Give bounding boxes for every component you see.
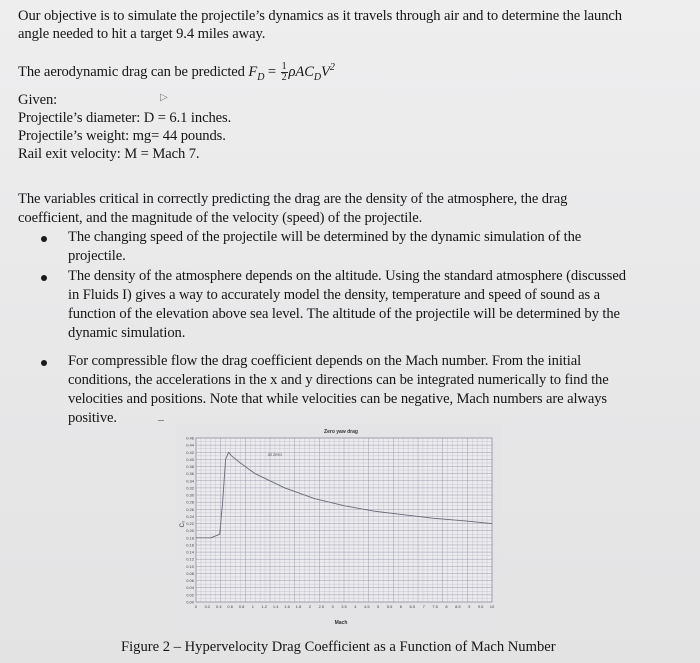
bullet-3-line-2: conditions, the accelerations in the x and y directions can be integrated numerically to find the [68,372,609,388]
eq-v: V [320,63,330,80]
y-tick-label: 0.08 [186,570,194,576]
x-tick-label: 9.5 [477,604,484,609]
x-tick-label: 10 [489,604,495,609]
bullet-2-line-2: in Fluids I) gives a way to accurately model the density, temperature and speed of sound as a [68,287,600,303]
bullet-2-line-1: The density of the atmosphere depends on the altitude. Using the standard atmosphere (discussed [68,268,626,284]
figure-caption: Figure 2 – Hypervelocity Drag Coefficient as a Function of Mach Number [121,639,556,655]
bullet-dot [41,236,47,242]
x-tick-label: 9 [468,604,471,609]
chart-ylabel: C₀ [180,520,186,528]
y-tick-label: 0.06 [186,578,194,584]
y-tick-label: 0.36 [186,471,194,477]
y-tick-label: 0.40 [186,456,194,462]
y-tick-label: 0.42 [186,449,194,455]
y-tick-label: 0.02 [186,592,194,598]
variables-line-1: The variables critical in correctly predicting the drag are the density of the atmosphere, the drag [18,191,568,207]
intro-line-2: angle needed to hit a target 9.4 miles away. [18,26,266,42]
x-tick-label: 4.5 [363,604,370,609]
y-tick-label: 0.44 [186,442,194,448]
drag-equation-line [18,62,335,83]
x-tick-label: 4 [354,604,357,609]
chart-xlabel: Mach [334,620,348,626]
x-tick-label: 1.8 [295,604,302,609]
y-tick-label: 0.16 [186,542,194,548]
chart-title: Zero yaw drag [324,429,358,435]
x-tick-label: 7 [422,604,425,609]
x-tick-label: 1.4 [272,604,279,609]
x-tick-label: 0.6 [227,604,233,609]
eq-lhs-sub: D [257,71,265,83]
y-tick-label: 0.14 [186,549,194,555]
drag-prefix: The aerodynamic drag can be predicted [18,63,249,80]
y-tick-label: 0.34 [186,478,194,484]
y-tick-label: 0.18 [186,535,194,541]
stray-mark [158,420,164,421]
intro-line-1: Our objective is to simulate the projectile’s dynamics as it travels through air and to determine the launch [18,8,622,24]
mouse-cursor-icon: ▷ [160,92,168,103]
x-tick-label: 3 [331,604,334,609]
eq-rho-a-c: ρAC [288,63,314,80]
bullet-2-line-4: dynamic simulation. [68,325,186,341]
x-tick-label: 6.5 [409,604,416,609]
eq-frac-den: 2 [281,72,287,84]
bullet-dot [41,275,47,281]
y-tick-label: 0.24 [186,513,194,519]
x-tick-label: 3.5 [341,604,347,609]
y-tick-label: 0.26 [186,506,194,512]
y-tick-label: 0.10 [186,563,194,569]
x-tick-label: 0.2 [204,604,211,609]
bullet-3-line-1: For compressible flow the drag coefficient depends on the Mach number. From the initial [68,353,582,369]
y-tick-label: 0.04 [186,585,194,591]
given-diameter: Projectile’s diameter: D = 6.1 inches. [18,110,232,126]
bullet-2-line-3: function of the elevation above sea level. The altitude of the projectile will be determined by the [68,306,620,322]
y-tick-label: 0.12 [186,556,194,562]
x-tick-label: 1 [251,604,255,609]
x-tick-label: 7.5 [432,604,438,609]
y-tick-label: 0.46 [186,435,194,441]
x-tick-label: 2.5 [318,604,325,609]
given-velocity: Rail exit velocity: M = Mach 7. [18,146,200,162]
x-tick-label: 0.4 [215,604,222,609]
bullet-dot [41,360,47,366]
eq-sup: 2 [329,62,335,73]
y-tick-label: 0.30 [186,492,194,498]
variables-line-2: coefficient, and the magnitude of the velocity (speed) of the projectile. [18,210,423,226]
y-tick-label: 0.00 [186,599,194,605]
eq-rhs-sub: D [313,71,321,83]
x-tick-label: 0 [194,604,198,609]
drag-coefficient-chart [176,424,502,634]
bullet-1-line-1: The changing speed of the projectile will be determined by the dynamic simulation of the [68,229,582,245]
eq-frac-num: 1 [281,61,287,73]
y-tick-label: 0.20 [186,528,194,534]
x-tick-label: 5.5 [386,604,393,609]
x-tick-label: 1.2 [261,604,268,609]
y-tick-label: 0.32 [186,485,194,491]
x-tick-label: 8 [445,604,448,609]
bullet-3-line-4: positive. [68,410,117,426]
given-heading: Given: [18,92,58,108]
x-tick-label: 8.5 [455,604,461,609]
x-tick-label: 2 [308,604,311,609]
x-tick-label: 5 [377,604,380,609]
chart-inline-label: at zero [268,452,282,457]
x-tick-label: 1.6 [284,604,290,609]
x-tick-label: 6 [399,604,403,609]
eq-equals: = [264,63,280,80]
eq-fraction [281,62,288,83]
bullet-1-line-2: projectile. [68,248,126,264]
bullet-3-line-3: velocities and positions. Note that while velocities can be negative, Mach numbers are always [68,391,608,407]
y-tick-label: 0.28 [186,499,194,505]
eq-lhs: F [248,63,258,80]
y-tick-label: 0.22 [186,521,194,527]
given-weight: Projectile’s weight: mg= 44 pounds. [18,128,226,144]
x-tick-label: 0.8 [238,604,245,609]
y-tick-label: 0.38 [186,464,194,470]
